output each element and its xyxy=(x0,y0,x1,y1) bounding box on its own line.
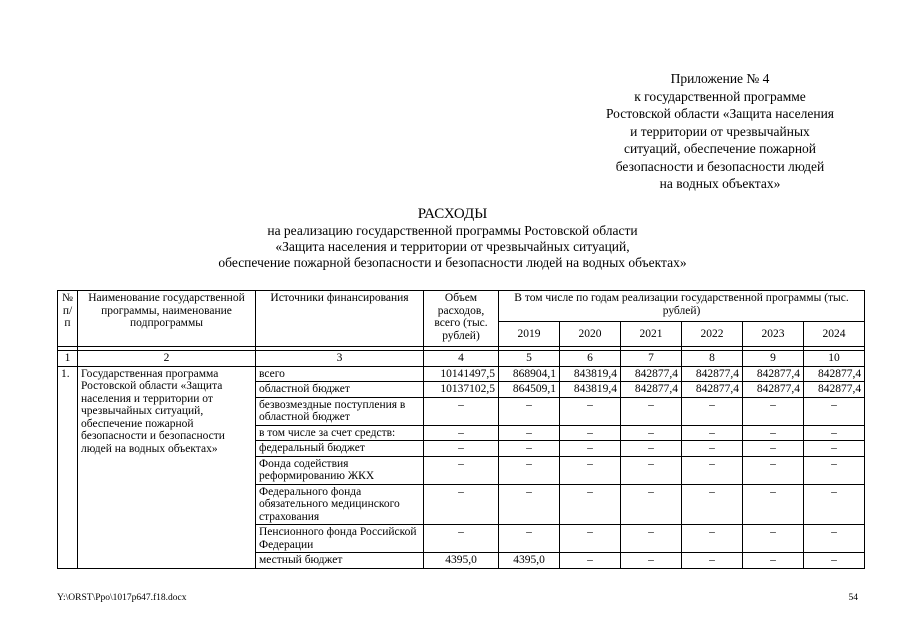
row-year-value: – xyxy=(804,553,865,569)
header-name: Наименование государственной программы, наименование подпрограммы xyxy=(78,291,256,347)
row-year-value: – xyxy=(560,456,621,484)
header-year: 2021 xyxy=(621,322,682,347)
row-year-value: – xyxy=(682,525,743,553)
column-number: 5 xyxy=(499,351,560,367)
row-year-value: – xyxy=(621,425,682,441)
row-source: местный бюджет xyxy=(256,553,424,569)
row-year-value: – xyxy=(621,553,682,569)
row-total: – xyxy=(424,425,499,441)
document-heading xyxy=(0,206,905,271)
row-year-value: 842877,4 xyxy=(621,382,682,398)
heading-line: обеспечение пожарной безопасности и безопасности людей на водных объектах» xyxy=(218,255,687,270)
row-year-value: – xyxy=(682,397,743,425)
header-year: 2024 xyxy=(804,322,865,347)
row-year-value: – xyxy=(560,484,621,525)
row-year-value: 842877,4 xyxy=(682,382,743,398)
row-year-value: – xyxy=(621,441,682,457)
heading-line: на реализацию государственной программы Ростовской области xyxy=(267,223,638,238)
row-year-value: – xyxy=(621,484,682,525)
row-year-value: – xyxy=(560,553,621,569)
appendix-line: ситуаций, обеспечение пожарной xyxy=(623,141,817,156)
row-source: федеральный бюджет xyxy=(256,441,424,457)
column-number: 1 xyxy=(58,351,78,367)
row-year-value: – xyxy=(804,525,865,553)
row-year-value: – xyxy=(499,425,560,441)
header-year: 2022 xyxy=(682,322,743,347)
heading-line: «Защита населения и территории от чрезвычайных ситуаций, xyxy=(275,239,630,254)
appendix-line: на водных объектах» xyxy=(659,176,781,191)
appendix-block xyxy=(560,70,880,193)
row-year-value: – xyxy=(682,425,743,441)
row-year-value: – xyxy=(560,441,621,457)
row-year-value: 843819,4 xyxy=(560,382,621,398)
appendix-line: к государственной программе xyxy=(634,88,806,104)
footer-page-number: 54 xyxy=(848,593,858,603)
row-year-value: 842877,4 xyxy=(621,366,682,382)
column-number: 2 xyxy=(78,351,256,367)
row-total: 10137102,5 xyxy=(424,382,499,398)
row-year-value: – xyxy=(804,425,865,441)
row-year-value: 864509,1 xyxy=(499,382,560,398)
row-source: Федерального фонда обязательного медицинского страхования xyxy=(256,484,424,525)
row-source: в том числе за счет средств: xyxy=(256,425,424,441)
row-year-value: – xyxy=(499,397,560,425)
row-total: 10141497,5 xyxy=(424,366,499,382)
column-number: 10 xyxy=(804,351,865,367)
row-total: – xyxy=(424,397,499,425)
row-year-value: 4395,0 xyxy=(499,553,560,569)
row-year-value: – xyxy=(743,553,804,569)
row-year-value: – xyxy=(743,484,804,525)
column-number: 4 xyxy=(424,351,499,367)
header-row xyxy=(58,291,865,322)
row-year-value: – xyxy=(560,397,621,425)
column-number: 3 xyxy=(256,351,424,367)
program-name: Государственная программа Ростовской области «Защита населения и территории от чрезвычайных ситуаций, обеспечение пожарной безопасности и безопасности людей на водных объектах» xyxy=(78,366,256,568)
row-year-value: – xyxy=(682,456,743,484)
row-source: Фонда содействия реформированию ЖКХ xyxy=(256,456,424,484)
row-year-value: – xyxy=(621,525,682,553)
header-year: 2023 xyxy=(743,322,804,347)
column-numbers-row xyxy=(58,351,865,367)
row-source: Пенсионного фонда Российской Федерации xyxy=(256,525,424,553)
row-year-value: – xyxy=(621,456,682,484)
row-year-value: – xyxy=(743,456,804,484)
row-year-value: – xyxy=(682,441,743,457)
row-source: областной бюджет xyxy=(256,382,424,398)
row-year-value: 842877,4 xyxy=(743,382,804,398)
column-number: 7 xyxy=(621,351,682,367)
table-row xyxy=(58,366,865,382)
heading-title: РАСХОДЫ xyxy=(417,206,488,222)
row-total: – xyxy=(424,525,499,553)
column-number: 6 xyxy=(560,351,621,367)
column-number: 9 xyxy=(743,351,804,367)
row-year-value: – xyxy=(743,425,804,441)
row-year-value: 843819,4 xyxy=(560,366,621,382)
header-total: Объем расходов, всего (тыс. рублей) xyxy=(424,291,499,347)
row-year-value: – xyxy=(499,484,560,525)
row-year-value: – xyxy=(560,425,621,441)
row-year-value: 842877,4 xyxy=(804,382,865,398)
row-year-value: – xyxy=(804,456,865,484)
program-num: 1. xyxy=(58,366,78,568)
row-year-value: – xyxy=(804,484,865,525)
row-year-value: 842877,4 xyxy=(804,366,865,382)
row-year-value: – xyxy=(560,525,621,553)
row-year-value: – xyxy=(682,484,743,525)
appendix-line: Ростовской области «Защита населения xyxy=(605,106,835,121)
row-year-value: 868904,1 xyxy=(499,366,560,382)
appendix-line: безопасности и безопасности людей xyxy=(615,158,825,174)
appendix-line: Приложение № 4 xyxy=(670,71,770,86)
expenses-table xyxy=(57,290,865,569)
header-year: 2020 xyxy=(560,322,621,347)
header-num: № п/п xyxy=(58,291,78,347)
row-year-value: – xyxy=(743,397,804,425)
row-year-value: – xyxy=(743,525,804,553)
row-year-value: – xyxy=(621,397,682,425)
column-number: 8 xyxy=(682,351,743,367)
row-year-value: 842877,4 xyxy=(682,366,743,382)
row-year-value: – xyxy=(499,456,560,484)
row-year-value: – xyxy=(682,553,743,569)
header-sources: Источники финансирования xyxy=(256,291,424,347)
row-total: – xyxy=(424,484,499,525)
row-source: всего xyxy=(256,366,424,382)
header-years-caption: В том числе по годам реализации государственной программы (тыс. рублей) xyxy=(499,291,865,322)
footer-file-path: Y:\ORST\Ppo\1017p647.f18.docx xyxy=(57,593,187,603)
row-total: – xyxy=(424,441,499,457)
row-year-value: – xyxy=(499,525,560,553)
row-total: 4395,0 xyxy=(424,553,499,569)
row-source: безвозмездные поступления в областной бюджет xyxy=(256,397,424,425)
appendix-line: и территории от чрезвычайных xyxy=(630,123,810,139)
row-year-value: 842877,4 xyxy=(743,366,804,382)
row-year-value: – xyxy=(804,397,865,425)
header-year: 2019 xyxy=(499,322,560,347)
row-year-value: – xyxy=(499,441,560,457)
row-total: – xyxy=(424,456,499,484)
row-year-value: – xyxy=(804,441,865,457)
row-year-value: – xyxy=(743,441,804,457)
